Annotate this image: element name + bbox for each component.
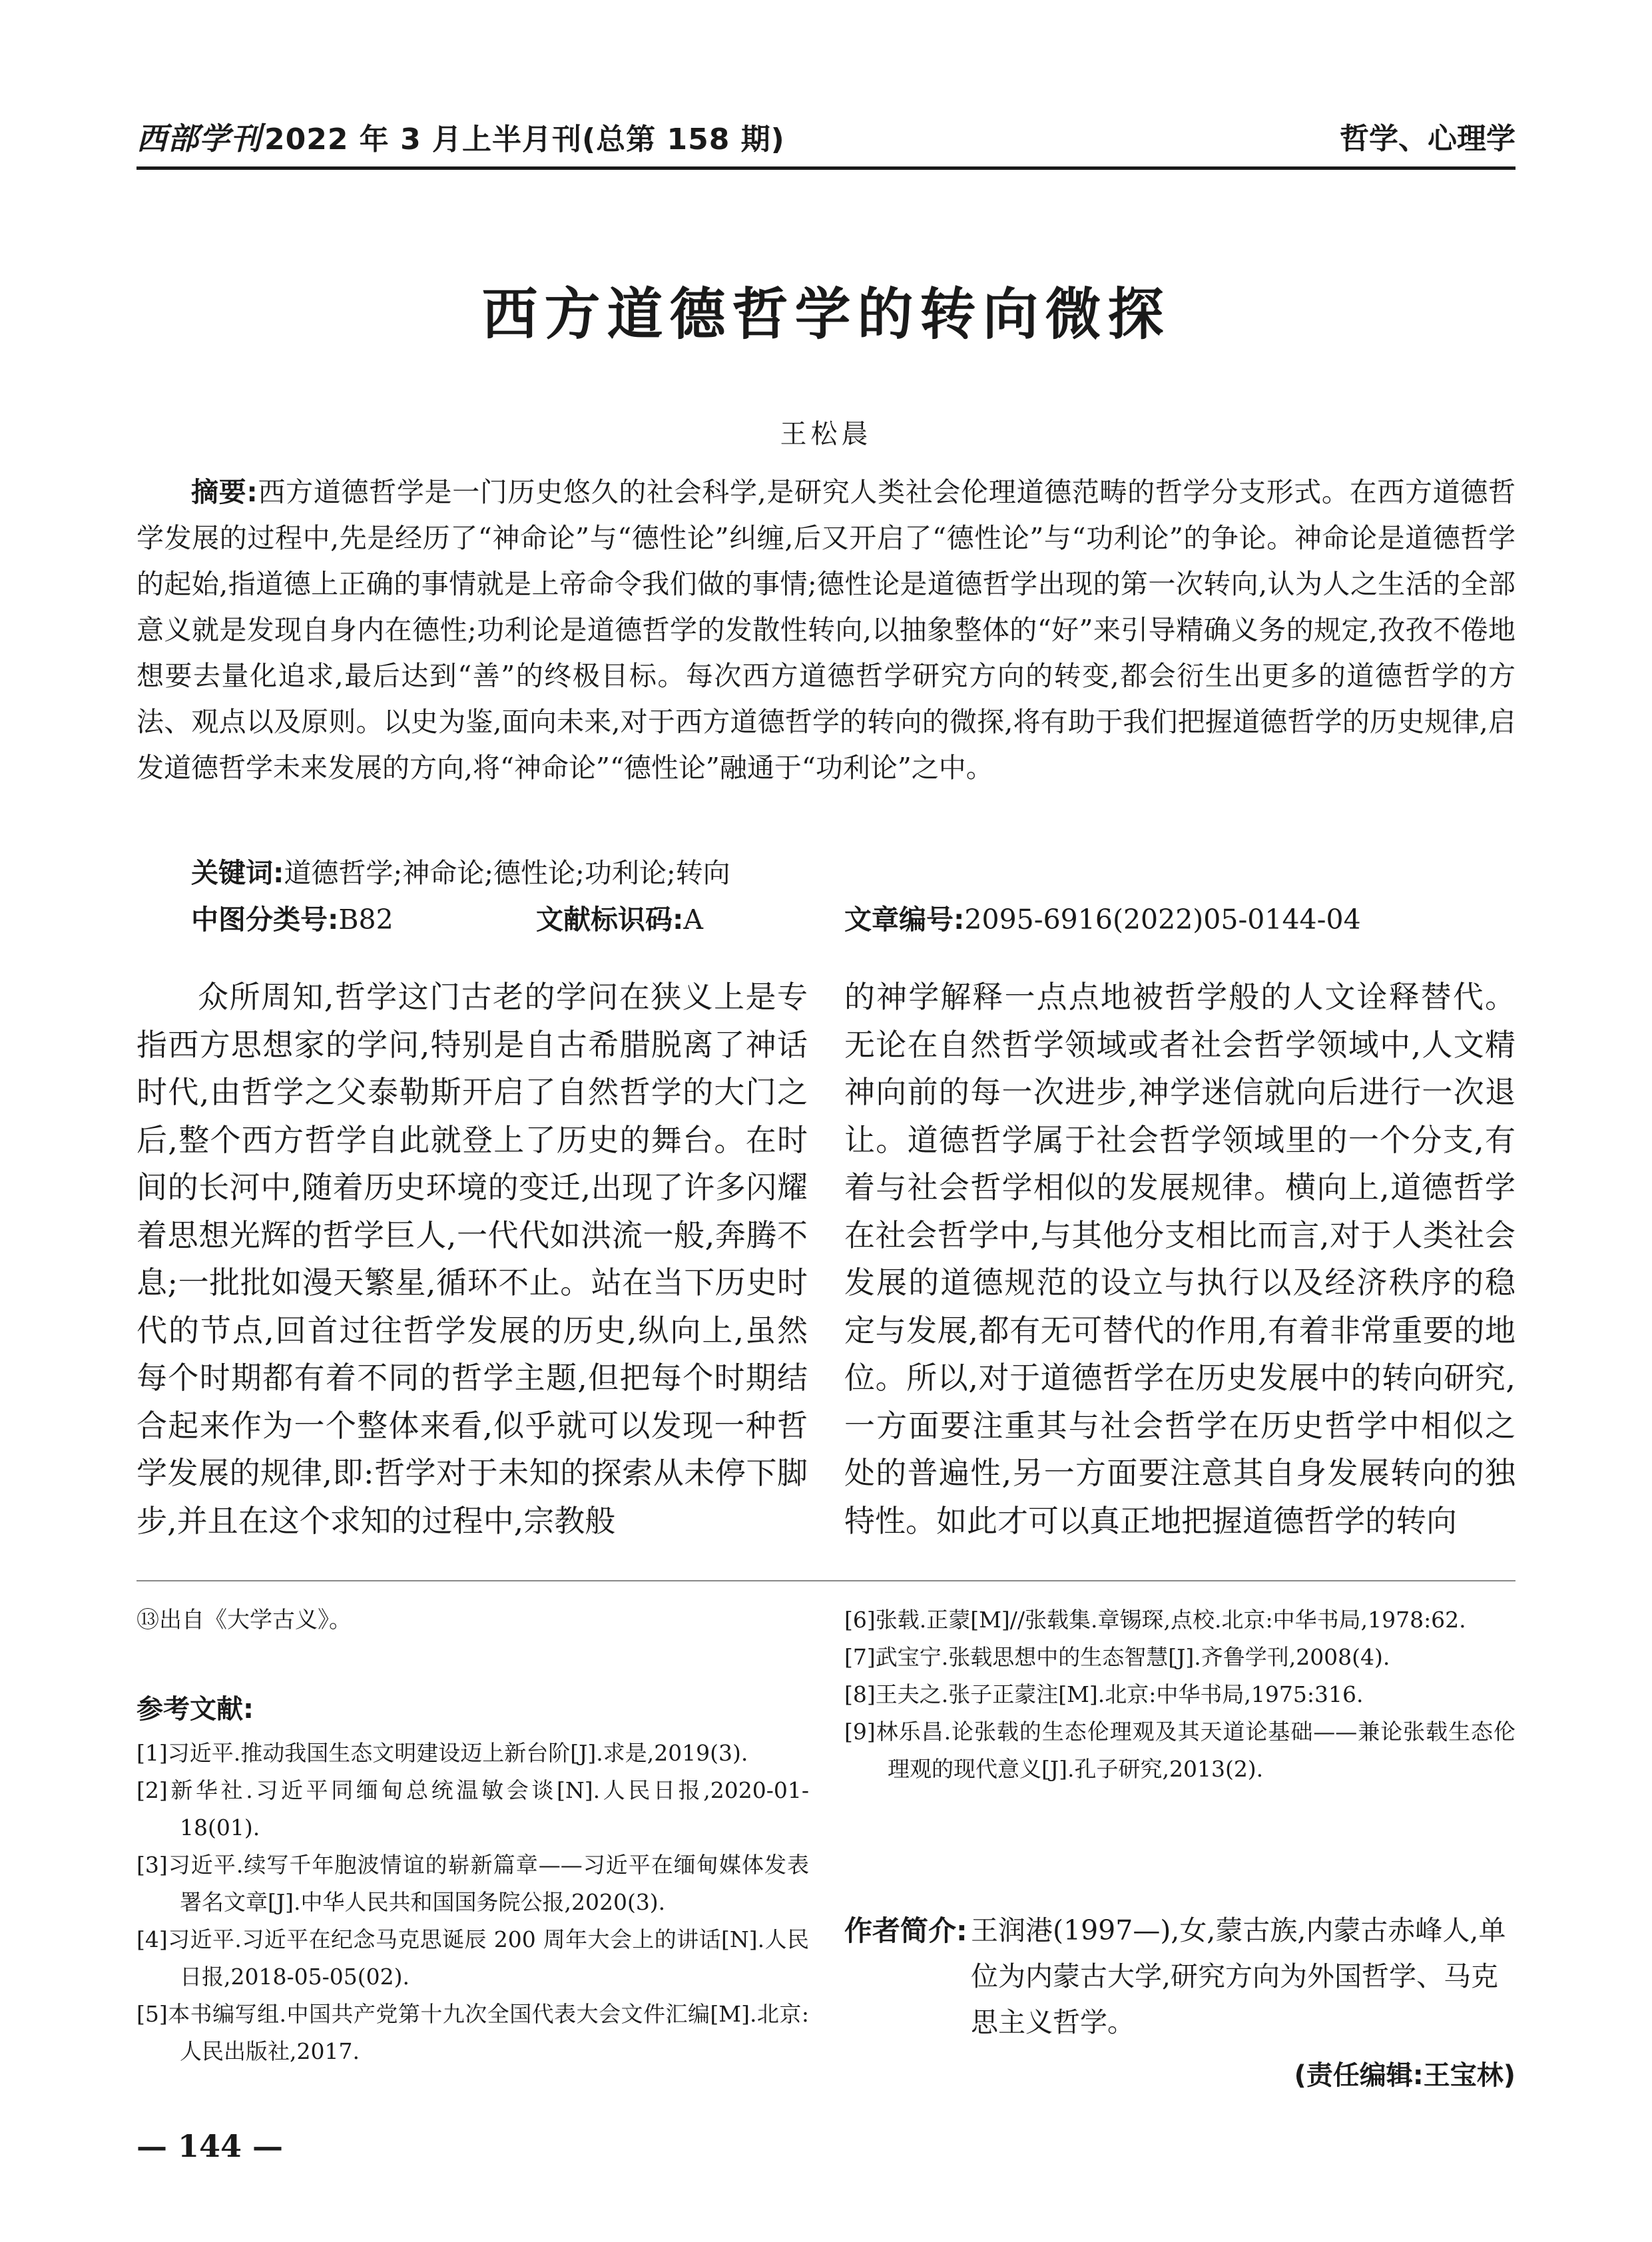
reference-item: [8]王夫之.张子正蒙注[M].北京:中华书局,1975:316. [844, 1681, 1364, 1707]
reference-item: [6]张载.正蒙[M]//张载集.章锡琛,点校.北京:中华书局,1978:62. [844, 1607, 1466, 1633]
reference-item: [7]武宝宁.张载思想中的生态智慧[J].齐鲁学刊,2008(4). [844, 1644, 1390, 1670]
section-label: 哲学、心理学 [1340, 122, 1515, 156]
issue-info: 2022 年 3 月上半月刊(总第 158 期) [264, 123, 785, 156]
reference-item: [3]习近平.续写千年胞波情谊的崭新篇章——习近平在缅甸媒体发表署名文章[J].中华人民共和国国务院公报,2020(3). [137, 1852, 809, 1915]
doc-label: 文献标识码: [536, 904, 684, 936]
article-title: 西方道德哲学的转向微探 [481, 282, 1171, 347]
bio-text: 王润港(1997—),女,蒙古族,内蒙古赤峰人,单位为内蒙古大学,研究方向为外国哲学、马克思主义哲学。 [971, 1914, 1506, 2038]
references-right [844, 1601, 1515, 1788]
keywords [191, 851, 730, 890]
keywords-text: 道德哲学;神命论;德性论;功利论;转向 [284, 857, 730, 889]
responsible-editor: (责任编辑:王宝林) [1294, 2060, 1515, 2091]
journal-logo: 西部学刊 [137, 121, 262, 156]
doc-value: A [683, 904, 704, 936]
clc-value: B82 [338, 904, 394, 936]
doc-code [536, 898, 703, 937]
clc-number [191, 898, 394, 937]
references-left [137, 1735, 809, 2070]
art-value: 2095-6916(2022)05-0144-04 [964, 904, 1361, 936]
body-column-right: 的神学解释一点点地被哲学般的人文诠释替代。无论在自然哲学领域或者社会哲学领域中,人文精神向前的每一次进步,神学迷信就向后进行一次退让。道德哲学属于社会哲学领域里的一个分支,有着与社会哲学相似的发展规律。横向上,道德哲学在社会哲学中,与其他分支相比而言,对于人类社会发展的道德规范的设立与执行以及经济秩序的稳定与发展,都有无可替代的作用,有着非常重要的地位。所以,对于道德哲学在历史发展中的转向研究,一方面要注重其与社会哲学在历史哲学中相似之处的普遍性,另一方面要注意其自身发展转向的独特性。如此才可以真正地把握道德哲学的转向 [844, 979, 1515, 1539]
clc-label: 中图分类号: [191, 904, 339, 936]
reference-item: [9]林乐昌.论张载的生态伦理观及其天道论基础——兼论张载生态伦理观的现代意义[J].孔子研究,2013(2). [844, 1719, 1515, 1782]
reference-item: [4]习近平.习近平在纪念马克思诞辰 200 周年大会上的讲话[N].人民日报,2018-05-05(02). [137, 1926, 809, 1990]
abstract [137, 469, 1515, 791]
author-bio [844, 1908, 1515, 2046]
footnote-divider [137, 1580, 1515, 1581]
reference-item: [5]本书编写组.中国共产党第十九次全国代表大会文件汇编[M].北京:人民出版社,2017. [137, 2001, 809, 2064]
keywords-label: 关键词: [191, 857, 284, 889]
abstract-label: 摘要: [191, 476, 258, 508]
art-label: 文章编号: [844, 904, 965, 936]
header-divider [137, 166, 1515, 170]
article-number [844, 898, 1361, 937]
journal-header [137, 115, 785, 158]
footnote: ⑬出自《大学古义》。 [137, 1607, 352, 1633]
reference-item: [1]习近平.推动我国生态文明建设迈上新台阶[J].求是,2019(3). [137, 1740, 748, 1766]
abstract-text: 西方道德哲学是一门历史悠久的社会科学,是研究人类社会伦理道德范畴的哲学分支形式。在西方道德哲学发展的过程中,先是经历了“神命论”与“德性论”纠缠,后又开启了“德性论”与“功利论”的争论。神命论是道德哲学的起始,指道德上正确的事情就是上帝命令我们做的事情;德性论是道德哲学出现的第一次转向,认为人之生活的全部意义就是发现自身内在德性;功利论是道德哲学的发散性转向,以抽象整体的“好”来引导精确义务的规定,孜孜不倦地想要去量化追求,最后达到“善”的终极目标。每次西方道德哲学研究方向的转变,都会衍生出更多的道德哲学的方法、观点以及原则。以史为鉴,面向未来,对于西方道德哲学的转向的微探,将有助于我们把握道德哲学的历史规律,启发道德哲学未来发展的方向,将“神命论”“德性论”融通于“功利论”之中。 [137, 476, 1515, 784]
article-author: 王松晨 [780, 419, 872, 449]
references-title: 参考文献: [137, 1694, 254, 1725]
body-column-left: 众所周知,哲学这门古老的学问在狭义上是专指西方思想家的学问,特别是自古希腊脱离了神话时代,由哲学之父泰勒斯开启了自然哲学的大门之后,整个西方哲学自此就登上了历史的舞台。在时间的长河中,随着历史环境的变迁,出现了许多闪耀着思想光辉的哲学巨人,一代代如洪流一般,奔腾不息;一批批如漫天繁星,循环不止。站在当下历史时代的节点,回首过往哲学发展的历史,纵向上,虽然每个时期都有着不同的哲学主题,但把每个时期结合起来作为一个整体来看,似乎就可以发现一种哲学发展的规律,即:哲学对于未知的探索从未停下脚步,并且在这个求知的过程中,宗教般 [137, 979, 808, 1539]
reference-item: [2]新华社.习近平同缅甸总统温敏会谈[N].人民日报,2020-01-18(01). [137, 1777, 809, 1840]
bio-label: 作者简介: [844, 1914, 967, 1947]
page-number: — 144 — [137, 2128, 284, 2164]
